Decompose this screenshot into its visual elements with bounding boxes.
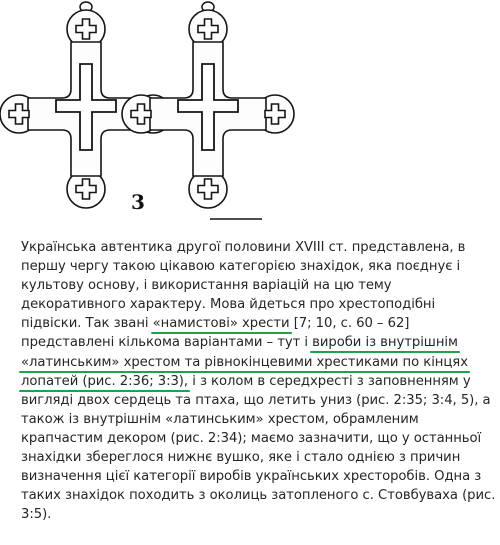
text-line [21, 314, 496, 333]
text-line: крапчастим декором (рис. 2:34); маємо зазначити, що у останньої [21, 430, 482, 446]
text-line: таких знахідок походить з околиць затопленого с. Стовбуваха (рис. [21, 488, 496, 504]
highlighted-text: вироби із внутрішнім [312, 335, 458, 351]
body-paragraph [21, 238, 496, 524]
text-segment: [7; 10, с. 60 – 62] [289, 316, 410, 332]
text-segment: підвіски. Так звані [21, 316, 153, 332]
cross-pendant-right [122, 2, 294, 208]
text-line [21, 353, 496, 372]
text-line: декоративного характеру. Мова йдеться про хрестоподібні [21, 297, 436, 313]
text-line: знахідки збереглося нижнє вушко, яке і стало однією з причин [21, 450, 461, 466]
text-line: також із внутрішнім «латинським» хрестом, обрамленим [21, 411, 419, 427]
text-line: 3:5). [21, 507, 52, 523]
figure-number: 3 [131, 190, 145, 214]
highlighted-text: «намистові» хрести [152, 316, 290, 332]
text-segment: і з колом в середхресті з заповненням у [188, 373, 471, 389]
text-line [21, 372, 496, 391]
text-line: культову основу, і використання варіацій на цю тему [21, 278, 392, 294]
text-segment: представлені кількома варіантами – тут і [21, 335, 313, 351]
text-line: вигляді двох сердець та птаха, що летить униз (рис. 2:35; 3:4, 5), а [21, 392, 491, 408]
text-line: першу чергу такою цікавою категорією знахідок, яка поєднує і [21, 259, 461, 275]
text-line [21, 333, 496, 352]
text-line: визначення цієї категорії виробів українських хресторобів. Одна з [21, 469, 482, 485]
text-line: Українська автентика другої половини XVIII ст. представлена, в [21, 240, 466, 255]
highlighted-text: лопатей (рис. 2:36; 3:3), [21, 373, 189, 389]
highlighted-text: «латинським» хрестом та рівнокінцевими хрестиками по кінцях [21, 354, 468, 370]
cross-pendant-illustration [0, 0, 500, 232]
